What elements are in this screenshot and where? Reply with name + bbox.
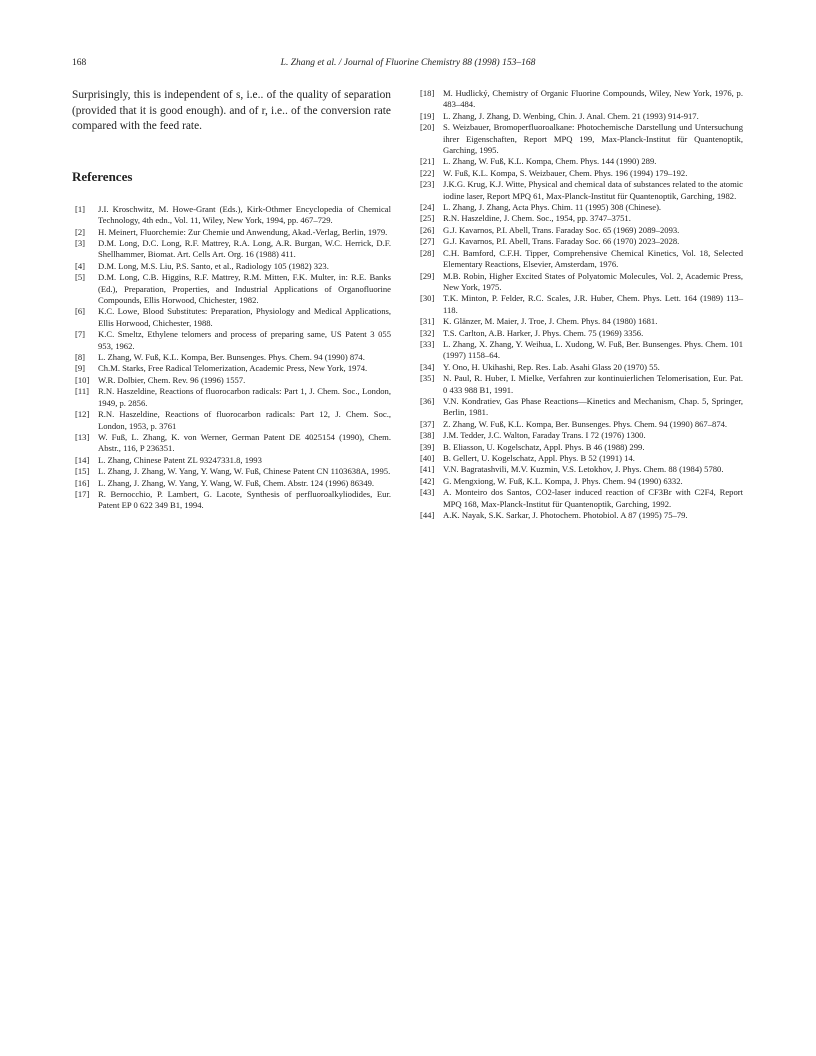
reference-text: J.M. Tedder, J.C. Walton, Faraday Trans. I 72 (1976) 1300.: [443, 430, 646, 441]
reference-item: [417, 88, 743, 111]
reference-text: K. Glänzer, M. Maier, J. Troe, J. Chem. Phys. 84 (1980) 1681.: [443, 316, 658, 327]
reference-text: S. Weizbauer, Bromoperfluoroalkane: Photochemische Darstellung und Untersuchung ihrer Eigenschaften, Report MPQ 199, Max-Planck-Institut für Quantenoptik, Garching, 1995.: [443, 122, 743, 156]
reference-text: A. Monteiro dos Santos, CO2-laser induced reaction of CF3Br with C2F4, Report MPQ 168, Max-Planck-Institut für Quantenoptik, Garching, 1992.: [443, 487, 743, 509]
reference-text: T.K. Minton, P. Felder, R.C. Scales, J.R. Huber, Chem. Phys. Lett. 164 (1989) 113–118.: [443, 293, 743, 315]
reference-text: H. Meinert, Fluorchemie: Zur Chemie und Anwendung, Akad.-Verlag, Berlin, 1979.: [98, 226, 388, 237]
reference-item: [417, 419, 743, 430]
reference-text: L. Zhang, J. Zhang, Acta Phys. Chim. 11 (1995) 308 (Chinese).: [443, 202, 662, 213]
reference-label: [9]: [75, 363, 86, 374]
reference-label: [35]: [420, 373, 435, 384]
reference-item: [417, 442, 743, 453]
reference-text: L. Zhang, X. Zhang, Y. Weihua, L. Xudong, W. Fuß, Ber. Bunsenges. Phys. Chem. 101 (1997) 1158–64.: [443, 338, 743, 361]
reference-label: [29]: [420, 270, 435, 281]
reference-text: W.R. Dolbier, Chem. Rev. 96 (1996) 1557.: [98, 374, 246, 385]
reference-item: [72, 478, 391, 489]
reference-item: [72, 432, 391, 455]
reference-item: [417, 476, 743, 487]
reference-text: A.K. Nayak, S.K. Sarkar, J. Photochem. Photobiol. A 87 (1995) 75–79.: [443, 510, 688, 521]
reference-text: D.M. Long, D.C. Long, R.F. Mattrey, R.A. Long, A.R. Burgan, W.C. Herrick, D.F. Shellhammer, Biomat. Art. Cells Art. Org. 16 (1988) 411.: [98, 238, 391, 260]
reference-text: T.S. Carlton, A.B. Harker, J. Phys. Chem. 75 (1969) 3356.: [443, 327, 644, 338]
reference-item: [417, 453, 743, 464]
reference-item: [417, 328, 743, 339]
reference-list-right: [417, 88, 743, 521]
reference-text: J.I. Kroschwitz, M. Howe-Grant (Eds.), Kirk-Othmer Encyclopedia of Chemical Technology, 4th edn., Vol. 11, Wiley, New York, 1994, pp. 467–729.: [98, 203, 391, 226]
reference-text: M.B. Robin, Higher Excited States of Polyatomic Molecules, Vol. 2, Academic Press, New York, 1975.: [443, 270, 743, 292]
reference-label: [33]: [420, 338, 435, 349]
reference-item: [72, 489, 391, 512]
reference-item: [417, 111, 743, 122]
reference-item: [417, 373, 743, 396]
reference-item: [72, 204, 391, 227]
reference-label: [14]: [75, 454, 90, 465]
reference-label: [3]: [75, 238, 86, 248]
reference-text: L. Zhang, J. Zhang, W. Yang, Y. Wang, W. Fuß, Chinese Patent CN 1103638A, 1995.: [98, 466, 391, 477]
reference-text: R.N. Haszeldine, Reactions of fluorocarbon radicals: Part 1, J. Chem. Soc., London, 1949, p. 2856.: [98, 386, 391, 408]
reference-text: J.K.G. Krug, K.J. Witte, Physical and chemical data of substances related to the atomic iodine laser, Report MPQ 61, Max-Planck-Institut für Quantenoptik, Garching, 1982.: [443, 179, 743, 201]
reference-label: [12]: [75, 409, 90, 420]
reference-item: [417, 510, 743, 521]
reference-label: [17]: [75, 488, 90, 499]
reference-label: [40]: [420, 453, 435, 463]
reference-item: [72, 363, 391, 374]
reference-item: [417, 316, 743, 327]
reference-label: [43]: [420, 487, 435, 498]
reference-text: L. Zhang, W. Fuß, K.L. Kompa, Chem. Phys. 144 (1990) 289.: [443, 156, 657, 167]
reference-list-left: [72, 204, 391, 512]
reference-item: [417, 156, 743, 167]
reference-label: [26]: [420, 224, 435, 235]
reference-text: V.N. Kondratiev, Gas Phase Reactions—Kinetics and Mechanism, Chap. 5, Springer, Berlin, 1981.: [443, 395, 743, 418]
reference-label: [1]: [75, 203, 86, 214]
reference-label: [30]: [420, 293, 435, 304]
reference-text: B. Gellert, U. Kogelschatz, Appl. Phys. B 52 (1991) 14.: [443, 453, 635, 463]
running-head: L. Zhang et al. / Journal of Fluorine Chemistry 88 (1998) 153–168: [280, 58, 536, 68]
reference-label: [24]: [420, 202, 435, 213]
reference-item: [72, 375, 391, 386]
reference-label: [4]: [75, 260, 86, 271]
right-column: [417, 88, 743, 521]
reference-item: [417, 179, 743, 202]
reference-text: G.J. Kavarnos, P.I. Abell, Trans. Faraday Soc. 66 (1970) 2023–2028.: [443, 236, 680, 247]
reference-text: L. Zhang, Chinese Patent ZL 93247331.8, 1993: [98, 454, 262, 465]
reference-label: [16]: [75, 477, 90, 488]
reference-text: W. Fuß, K.L. Kompa, S. Weizbauer, Chem. Phys. 196 (1994) 179–192.: [443, 167, 688, 178]
reference-label: [41]: [420, 464, 435, 475]
reference-text: G. Mengxiong, W. Fuß, K.L. Kompa, J. Phys. Chem. 94 (1990) 6332.: [443, 475, 683, 486]
reference-label: [25]: [420, 213, 435, 224]
reference-text: C.H. Bamford, C.F.H. Tipper, Comprehensive Chemical Kinetics, Vol. 18, Selected Elementary Reactions, Elsevier, Amsterdam, 1976.: [443, 247, 743, 270]
reference-text: L. Zhang, W. Fuß, K.L. Kompa, Ber. Bunsenges. Phys. Chem. 94 (1990) 874.: [98, 352, 365, 363]
reference-label: [42]: [420, 475, 435, 486]
reference-label: [2]: [75, 226, 86, 237]
reference-label: [44]: [420, 510, 435, 521]
reference-text: K.C. Lowe, Blood Substitutes: Preparation, Physiology and Medical Applications, Ellis Horwood, Chichester, 1988.: [98, 306, 391, 328]
reference-item: [72, 466, 391, 477]
reference-item: [72, 227, 391, 238]
reference-item: [417, 362, 743, 373]
reference-text: R.N. Haszeldine, Reactions of fluorocarbon radicals: Part 12, J. Chem. Soc., London, 1953, p. 3761: [98, 409, 391, 431]
reference-label: [10]: [75, 374, 90, 385]
reference-label: [13]: [75, 431, 90, 442]
page-header: [72, 58, 744, 72]
page-number: 168: [72, 58, 87, 68]
reference-text: R. Bernocchio, P. Lambert, G. Lacote, Synthesis of perfluoroalkyliodides, Eur. Patent EP 0 622 349 B1, 1994.: [98, 488, 391, 511]
reference-label: [5]: [75, 272, 86, 283]
reference-item: [72, 455, 391, 466]
reference-item: [72, 238, 391, 261]
left-column: [72, 88, 391, 512]
reference-text: V.N. Bagratashvili, M.V. Kuzmin, V.S. Letokhov, J. Phys. Chem. 88 (1984) 5780.: [443, 464, 724, 475]
reference-item: [72, 352, 391, 363]
intro-paragraph: Surprisingly, this is independent of s, i.e.. of the quality of separation (provided that it is good enough). and of r, i.e.. of the conversion rate compared with the feed rate.: [72, 89, 391, 133]
reference-item: [417, 464, 743, 475]
reference-label: [21]: [420, 156, 435, 167]
reference-item: [72, 261, 391, 272]
reference-text: D.M. Long, C.B. Higgins, R.F. Mattrey, R.M. Mitten, F.K. Multer, in: R.E. Banks (Ed.), Preparation, Properties, and Industrial Applications of Organofluorine Compounds, Ellis Horwood, Chichester, 1982.: [98, 272, 391, 306]
reference-item: [417, 168, 743, 179]
reference-label: [32]: [420, 327, 435, 338]
reference-text: Z. Zhang, W. Fuß, K.L. Kompa, Ber. Bunsenges. Phys. Chem. 94 (1990) 867–874.: [443, 418, 728, 429]
reference-label: [6]: [75, 306, 86, 317]
reference-label: [19]: [420, 110, 435, 121]
reference-label: [27]: [420, 236, 435, 247]
reference-item: [72, 272, 391, 306]
reference-text: G.J. Kavarnos, P.I. Abell, Trans. Faraday Soc. 65 (1969) 2089–2093.: [443, 224, 680, 235]
reference-text: R.N. Haszeldine, J. Chem. Soc., 1954, pp. 3747–3751.: [443, 213, 631, 224]
reference-item: [72, 306, 391, 329]
reference-item: [72, 329, 391, 352]
reference-label: [39]: [420, 441, 435, 452]
reference-text: K.C. Smeltz, Ethylene telomers and process of preparing same, US Patent 3 055 953, 1962.: [98, 329, 391, 351]
reference-item: [417, 487, 743, 510]
reference-item: [417, 202, 743, 213]
reference-label: [15]: [75, 466, 90, 477]
reference-item: [417, 248, 743, 271]
reference-item: [417, 122, 743, 156]
reference-text: N. Paul, R. Huber, I. Mielke, Verfahren zur kontinuierlichen Telomerisation, Eur. Pat. 0 433 988 B1, 1991.: [443, 373, 743, 395]
reference-item: [417, 271, 743, 294]
reference-item: [417, 213, 743, 224]
reference-item: [417, 339, 743, 362]
reference-item: [417, 293, 743, 316]
reference-label: [36]: [420, 395, 435, 406]
reference-label: [37]: [420, 418, 435, 429]
reference-text: D.M. Long, M.S. Liu, P.S. Santo, et al., Radiology 105 (1982) 323.: [98, 260, 329, 271]
reference-item: [417, 430, 743, 441]
reference-item: [72, 386, 391, 409]
reference-label: [7]: [75, 329, 86, 340]
reference-text: M. Hudlický, Chemistry of Organic Fluorine Compounds, Wiley, New York, 1976, p. 483–484.: [443, 88, 743, 110]
reference-label: [23]: [420, 179, 435, 190]
reference-text: Y. Ono, H. Ukihashi, Rep. Res. Lab. Asahi Glass 20 (1970) 55.: [443, 361, 660, 372]
reference-text: B. Eliasson, U. Kogelschatz, Appl. Phys. B 46 (1988) 299.: [443, 441, 645, 452]
reference-item: [72, 409, 391, 432]
reference-label: [28]: [420, 247, 435, 258]
reference-label: [38]: [420, 430, 435, 441]
reference-label: [11]: [75, 386, 89, 397]
reference-text: W. Fuß, L. Zhang, K. von Werner, German Patent DE 4025154 (1990), Chem. Abstr., 116, P 236351.: [98, 431, 391, 454]
reference-label: [20]: [420, 122, 435, 133]
reference-label: [18]: [420, 88, 435, 98]
reference-item: [417, 236, 743, 247]
reference-label: [34]: [420, 361, 435, 372]
reference-label: [31]: [420, 316, 435, 327]
reference-text: Ch.M. Starks, Free Radical Telomerization, Academic Press, New York, 1974.: [98, 363, 368, 374]
reference-item: [417, 396, 743, 419]
reference-text: L. Zhang, J. Zhang, W. Yang, Y. Wang, W. Fuß, Chem. Abstr. 124 (1996) 86349.: [98, 477, 375, 488]
reference-text: L. Zhang, J. Zhang, D. Wenbing, Chin. J. Anal. Chem. 21 (1993) 914-917.: [443, 110, 699, 121]
references-heading: References: [72, 168, 133, 184]
reference-item: [417, 225, 743, 236]
reference-label: [22]: [420, 167, 435, 178]
reference-label: [8]: [75, 352, 86, 363]
